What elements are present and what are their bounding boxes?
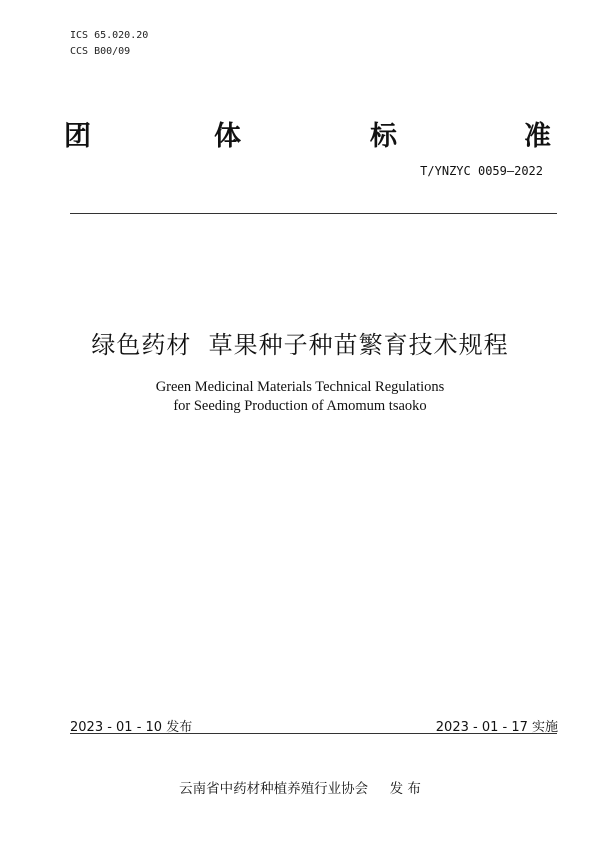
ccs-code: CCS B00/09 xyxy=(70,46,131,57)
standard-type-char: 标 xyxy=(370,121,397,152)
implementation-date: 2023 - 01 - 17 实施 xyxy=(435,720,558,735)
english-title-line: for Seeding Production of Amomum tsaoko xyxy=(173,398,427,414)
standard-type-char: 准 xyxy=(524,121,551,152)
issue-date: 2023 - 01 - 10 发布 xyxy=(70,720,193,735)
document-title-chinese: 绿色药材 草果种子种苗繁育技术规程 xyxy=(91,331,509,359)
classification-codes xyxy=(70,28,148,60)
top-divider xyxy=(70,213,557,214)
ics-code: ICS 65.020.20 xyxy=(70,30,149,41)
standard-type-heading xyxy=(64,114,554,150)
standard-type-char: 团 xyxy=(64,121,91,152)
standard-type-char: 体 xyxy=(214,121,241,152)
standard-number: T/YNZYC 0059—2022 xyxy=(420,164,543,178)
publisher: 云南省中药材种植养殖行业协会 发 布 xyxy=(179,781,421,797)
bottom-divider xyxy=(70,733,557,734)
english-title-line: Green Medicinal Materials Technical Regulations xyxy=(155,379,445,395)
document-title-english xyxy=(0,378,600,416)
